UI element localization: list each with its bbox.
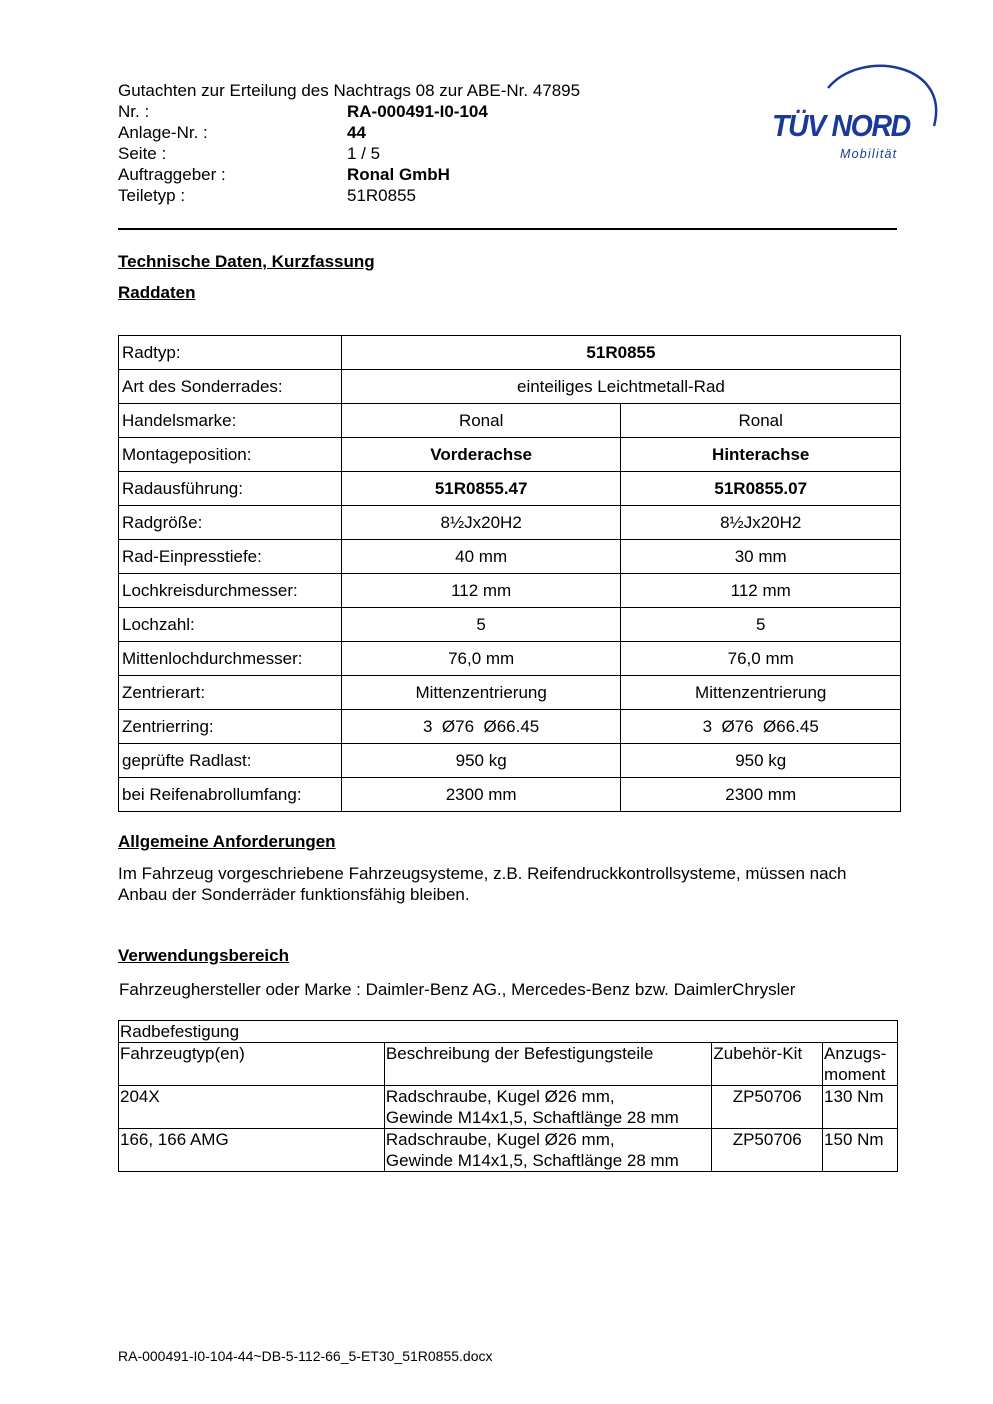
table-row	[119, 574, 901, 608]
meta-value: 1 / 5	[347, 144, 381, 163]
table-row	[119, 1086, 898, 1129]
row-label: Zentrierart:	[119, 676, 342, 710]
row-label: Lochzahl:	[119, 608, 342, 642]
allgemein-paragraph: Im Fahrzeug vorgeschriebene Fahrzeugsysteme, z.B. Reifendruckkontrollsysteme, müssen nach Anbau der Sonderräder funktionsfähig bleiben.	[118, 864, 847, 904]
table-row	[119, 336, 901, 370]
table-row	[119, 506, 901, 540]
description-line: Radschraube, Kugel Ø26 mm,	[385, 1087, 615, 1106]
wheel-data-table	[118, 335, 901, 812]
table-row	[119, 642, 901, 676]
meta-label: Anlage-Nr. :	[118, 123, 208, 142]
row-label: Radgröße:	[119, 506, 342, 540]
meta-row-anlage	[118, 122, 488, 143]
rear-value: 112 mm	[621, 574, 901, 608]
row-label: bei Reifenabrollumfang:	[119, 778, 342, 812]
column-header: Anzugs-moment	[823, 1043, 898, 1086]
art-value: einteiliges Leichtmetall-Rad	[341, 370, 900, 404]
footer-filename: RA-000491-I0-104-44~DB-5-112-66_5-ET30_51R0855.docx	[118, 1348, 493, 1364]
meta-label: Seite :	[118, 144, 167, 163]
table-row	[119, 710, 901, 744]
logo-wordmark: TÜV NORD	[772, 108, 910, 143]
rear-value: 30 mm	[621, 540, 901, 574]
column-header: Fahrzeugtyp(en)	[119, 1043, 385, 1086]
rear-value: 2300 mm	[621, 778, 901, 812]
table-row	[119, 778, 901, 812]
meta-row-teiletyp	[118, 185, 488, 206]
table-row	[119, 744, 901, 778]
meta-label: Auftraggeber :	[118, 165, 226, 184]
meta-value: 51R0855	[347, 186, 417, 205]
front-value: 3 Ø76 Ø66.45	[341, 710, 621, 744]
heading-tech: Technische Daten, Kurzfassung	[118, 252, 375, 271]
document-title: Gutachten zur Erteilung des Nachtrags 08 zur ABE-Nr. 47895	[118, 81, 581, 100]
meta-value: RA-000491-I0-104	[347, 102, 488, 121]
heading-raddaten: Raddaten	[118, 283, 196, 302]
vehicle-type: 204X	[119, 1086, 385, 1129]
row-label: Montageposition:	[119, 438, 342, 472]
front-value: 40 mm	[341, 540, 621, 574]
meta-value: 44	[347, 123, 366, 142]
front-value: 2300 mm	[341, 778, 621, 812]
front-value: Vorderachse	[341, 438, 621, 472]
row-label: Radtyp:	[119, 336, 342, 370]
vehicle-type: 166, 166 AMG	[119, 1129, 385, 1172]
front-value: 112 mm	[341, 574, 621, 608]
table-row	[119, 608, 901, 642]
mounting-description	[384, 1129, 711, 1172]
header-meta	[118, 101, 488, 206]
table-row	[119, 438, 901, 472]
header-divider	[118, 228, 897, 230]
rear-value: 8½Jx20H2	[621, 506, 901, 540]
meta-label: Nr. :	[118, 102, 150, 121]
rear-value: 51R0855.07	[621, 472, 901, 506]
row-label: Art des Sonderrades:	[119, 370, 342, 404]
table-row	[119, 540, 901, 574]
description-line: Radschraube, Kugel Ø26 mm,	[385, 1130, 615, 1149]
mounting-table-title: Radbefestigung	[119, 1021, 898, 1043]
table-row	[119, 370, 901, 404]
front-value: 5	[341, 608, 621, 642]
rear-value: Hinterachse	[621, 438, 901, 472]
mounting-table	[118, 1020, 898, 1172]
front-value: Ronal	[341, 404, 621, 438]
row-label: Lochkreisdurchmesser:	[119, 574, 342, 608]
accessory-kit: ZP50706	[712, 1129, 823, 1172]
table-row	[119, 1129, 898, 1172]
meta-row-seite	[118, 143, 488, 164]
rear-value: 76,0 mm	[621, 642, 901, 676]
tuv-nord-logo	[766, 58, 946, 168]
front-value: 950 kg	[341, 744, 621, 778]
rear-value: Mittenzentrierung	[621, 676, 901, 710]
table-header-row	[119, 1043, 898, 1086]
table-row	[119, 1021, 898, 1043]
row-label: Rad-Einpresstiefe:	[119, 540, 342, 574]
table-row	[119, 404, 901, 438]
table-row	[119, 472, 901, 506]
table-row	[119, 676, 901, 710]
torque-value: 130 Nm	[823, 1086, 898, 1129]
front-value: 51R0855.47	[341, 472, 621, 506]
description-line: Gewinde M14x1,5, Schaftlänge 28 mm	[385, 1108, 679, 1127]
meta-row-nr	[118, 101, 488, 122]
front-value: 76,0 mm	[341, 642, 621, 676]
rear-value: 3 Ø76 Ø66.45	[621, 710, 901, 744]
radtyp-value: 51R0855	[341, 336, 900, 370]
row-label: Zentrierring:	[119, 710, 342, 744]
meta-row-auftraggeber	[118, 164, 488, 185]
verwendung-paragraph: Fahrzeughersteller oder Marke : Daimler-Benz AG., Mercedes-Benz bzw. DaimlerChrysler	[119, 980, 796, 999]
meta-label: Teiletyp :	[118, 186, 186, 205]
heading-verwendung: Verwendungsbereich	[118, 946, 289, 965]
meta-value: Ronal GmbH	[347, 165, 450, 184]
row-label: Mittenlochdurchmesser:	[119, 642, 342, 676]
accessory-kit: ZP50706	[712, 1086, 823, 1129]
rear-value: 950 kg	[621, 744, 901, 778]
rear-value: 5	[621, 608, 901, 642]
front-value: 8½Jx20H2	[341, 506, 621, 540]
rear-value: Ronal	[621, 404, 901, 438]
logo-subtitle: Mobilität	[840, 147, 898, 161]
mounting-description	[384, 1086, 711, 1129]
column-header: Zubehör-Kit	[712, 1043, 823, 1086]
row-label: Handelsmarke:	[119, 404, 342, 438]
torque-value: 150 Nm	[823, 1129, 898, 1172]
heading-allgemein: Allgemeine Anforderungen	[118, 832, 336, 851]
front-value: Mittenzentrierung	[341, 676, 621, 710]
row-label: Radausführung:	[119, 472, 342, 506]
column-header: Beschreibung der Befestigungsteile	[384, 1043, 711, 1086]
description-line: Gewinde M14x1,5, Schaftlänge 28 mm	[385, 1151, 679, 1170]
row-label: geprüfte Radlast:	[119, 744, 342, 778]
